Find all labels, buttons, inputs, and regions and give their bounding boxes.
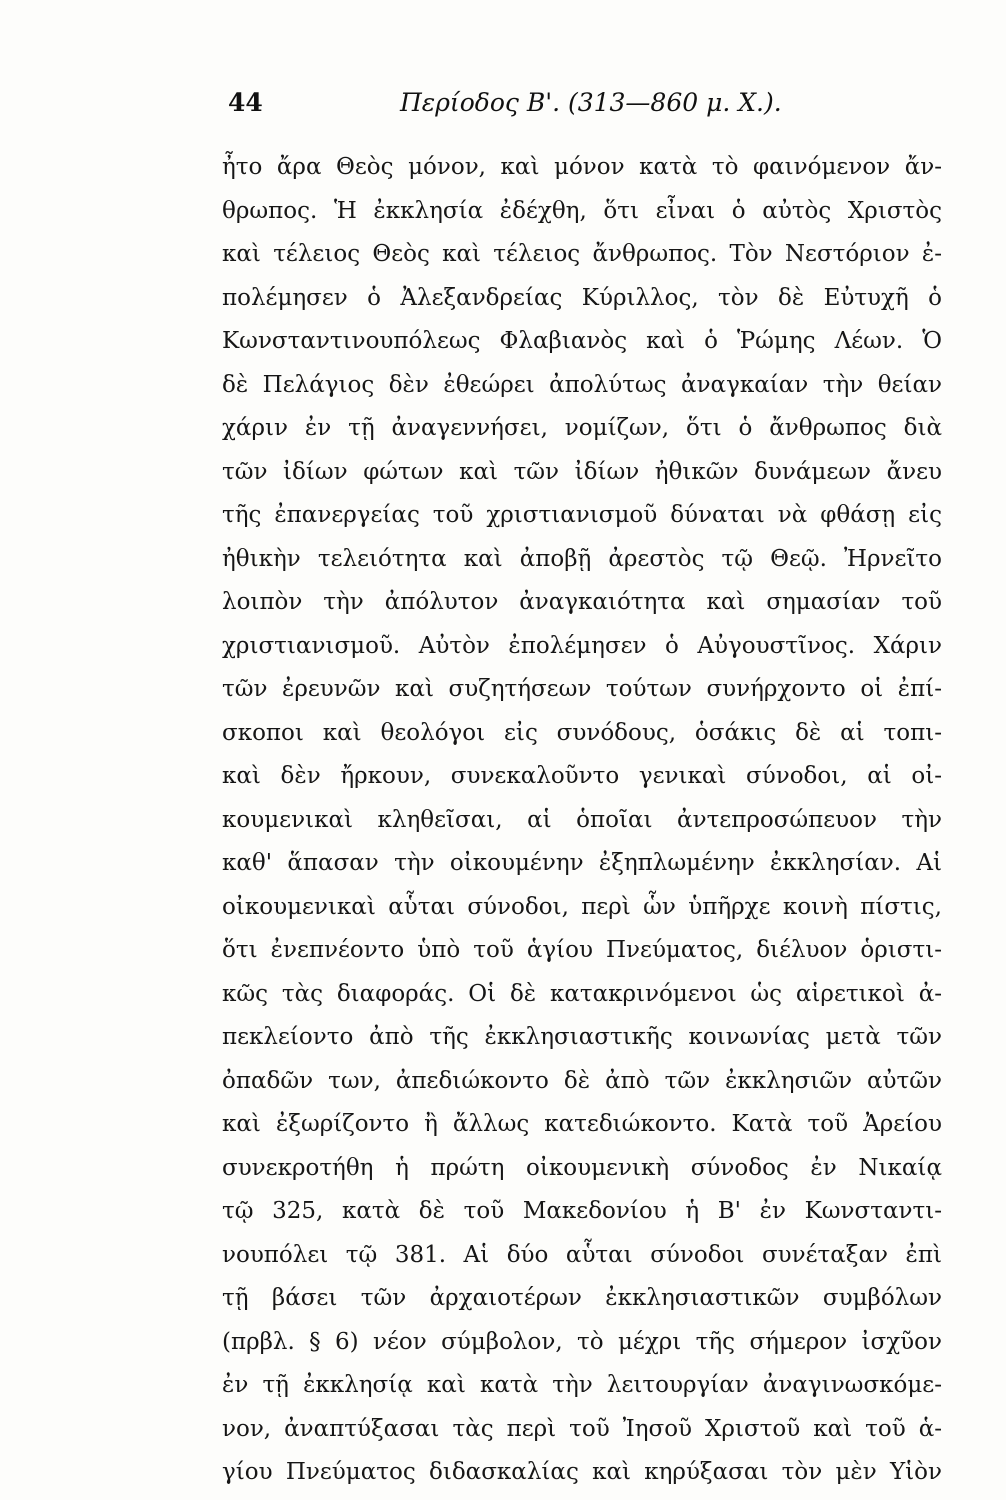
text-line: σκοποι καὶ θεολόγοι εἰς συνόδους, ὁσάκις δὲ αἱ τοπι- bbox=[222, 719, 942, 746]
text-line: καὶ ἐξωρίζοντο ἢ ἄλλως κατεδιώκοντο. Κατὰ τοῦ Ἀρείου bbox=[222, 1111, 942, 1137]
text-line: τῷ 325, κατὰ δὲ τοῦ Μακεδονίου ἡ Β' ἐν Κωνσταντι- bbox=[222, 1198, 942, 1224]
page-header bbox=[228, 88, 948, 128]
text-line: νουπόλει τῷ 381. Αἱ δύο αὗται σύνοδοι συνέταξαν ἐπὶ bbox=[222, 1241, 942, 1268]
body-text bbox=[222, 146, 942, 1495]
text-line: οἰκουμενικαὶ αὗται σύνοδοι, περὶ ὧν ὑπῆρχε κοινὴ πίστις, bbox=[222, 893, 942, 920]
text-line: λοιπὸν τὴν ἀπόλυτον ἀναγκαιότητα καὶ σημασίαν τοῦ bbox=[222, 589, 942, 615]
text-line: τῶν ἰδίων φώτων καὶ τῶν ἰδίων ἠθικῶν δυνάμεων ἄνευ bbox=[222, 458, 942, 485]
text-line: κουμενικαὶ κληθεῖσαι, αἱ ὁποῖαι ἀντεπροσώπευον τὴν bbox=[222, 806, 942, 833]
text-line: δὲ Πελάγιος δὲν ἐθεώρει ἀπολύτως ἀναγκαίαν τὴν θείαν bbox=[222, 371, 942, 398]
text-line: κῶς τὰς διαφοράς. Οἱ δὲ κατακρινόμενοι ὡς αἱρετικοὶ ἀ- bbox=[222, 980, 942, 1007]
text-line: χάριν ἐν τῇ ἀναγεννήσει, νομίζων, ὅτι ὁ ἄνθρωπος διὰ bbox=[222, 415, 942, 441]
text-line: νον, ἀναπτύξασαι τὰς περὶ τοῦ Ἰησοῦ Χριστοῦ καὶ τοῦ ἁ- bbox=[222, 1415, 942, 1442]
text-line: καὶ τέλειος Θεὸς καὶ τέλειος ἄνθρωπος. Τὸν Νεστόριον ἐ- bbox=[222, 241, 942, 267]
text-line: ἦτο ἄρα Θεὸς μόνον, καὶ μόνον κατὰ τὸ φαινόμενον ἄν- bbox=[222, 154, 942, 180]
text-line: χριστιανισμοῦ. Αὐτὸν ἐπολέμησεν ὁ Αὐγουστῖνος. Χάριν bbox=[222, 632, 942, 659]
text-line: καὶ δὲν ἤρκουν, συνεκαλοῦντο γενικαὶ σύνοδοι, αἱ οἰ- bbox=[222, 763, 942, 789]
text-line: συνεκροτήθη ἡ πρώτη οἰκουμενικὴ σύνοδος ἐν Νικαίᾳ bbox=[222, 1154, 942, 1181]
text-line: πολέμησεν ὁ Ἀλεξανδρείας Κύριλλος, τὸν δὲ Εὐτυχῆ ὁ bbox=[222, 284, 942, 311]
text-line: ἠθικὴν τελειότητα καὶ ἀποβῇ ἀρεστὸς τῷ Θεῷ. Ἠρνεῖτο bbox=[222, 545, 942, 572]
text-line: τῶν ἐρευνῶν καὶ συζητήσεων τούτων συνήρχοντο οἱ ἐπί- bbox=[222, 676, 942, 702]
text-line: καθ' ἅπασαν τὴν οἰκουμένην ἐξηπλωμένην ἐκκλησίαν. Αἱ bbox=[222, 850, 942, 876]
text-line: θρωπος. Ἡ ἐκκλησία ἐδέχθη, ὅτι εἶναι ὁ αὐτὸς Χριστὸς bbox=[222, 197, 942, 224]
text-line: τῇ βάσει τῶν ἀρχαιοτέρων ἐκκλησιαστικῶν συμβόλων bbox=[222, 1285, 942, 1311]
running-title: Περίοδος Β'. (313—860 μ. Χ.). bbox=[400, 88, 782, 117]
text-line: ὅτι ἐνεπνέοντο ὑπὸ τοῦ ἁγίου Πνεύματος, διέλυον ὁριστι- bbox=[222, 937, 942, 963]
text-line: γίου Πνεύματος διδασκαλίας καὶ κηρύξασαι τὸν μὲν Υἱὸν bbox=[222, 1459, 942, 1485]
text-line: τῆς ἐπανεργείας τοῦ χριστιανισμοῦ δύναται νὰ φθάσῃ εἰς bbox=[222, 502, 942, 528]
text-line: ὀπαδῶν των, ἀπεδιώκοντο δὲ ἀπὸ τῶν ἐκκλησιῶν αὐτῶν bbox=[222, 1067, 942, 1094]
text-line: ἐν τῇ ἐκκλησίᾳ καὶ κατὰ τὴν λειτουργίαν ἀναγινωσκόμε- bbox=[222, 1372, 942, 1398]
text-line: πεκλείοντο ἀπὸ τῆς ἐκκλησιαστικῆς κοινωνίας μετὰ τῶν bbox=[222, 1024, 942, 1050]
text-line: Κωνσταντινουπόλεως Φλαβιανὸς καὶ ὁ Ῥώμης Λέων. Ὁ bbox=[222, 328, 942, 354]
page-number: 44 bbox=[228, 88, 263, 117]
text-line: (πρβλ. § 6) νέον σύμβολον, τὸ μέχρι τῆς σήμερον ἰσχῦον bbox=[222, 1328, 942, 1355]
